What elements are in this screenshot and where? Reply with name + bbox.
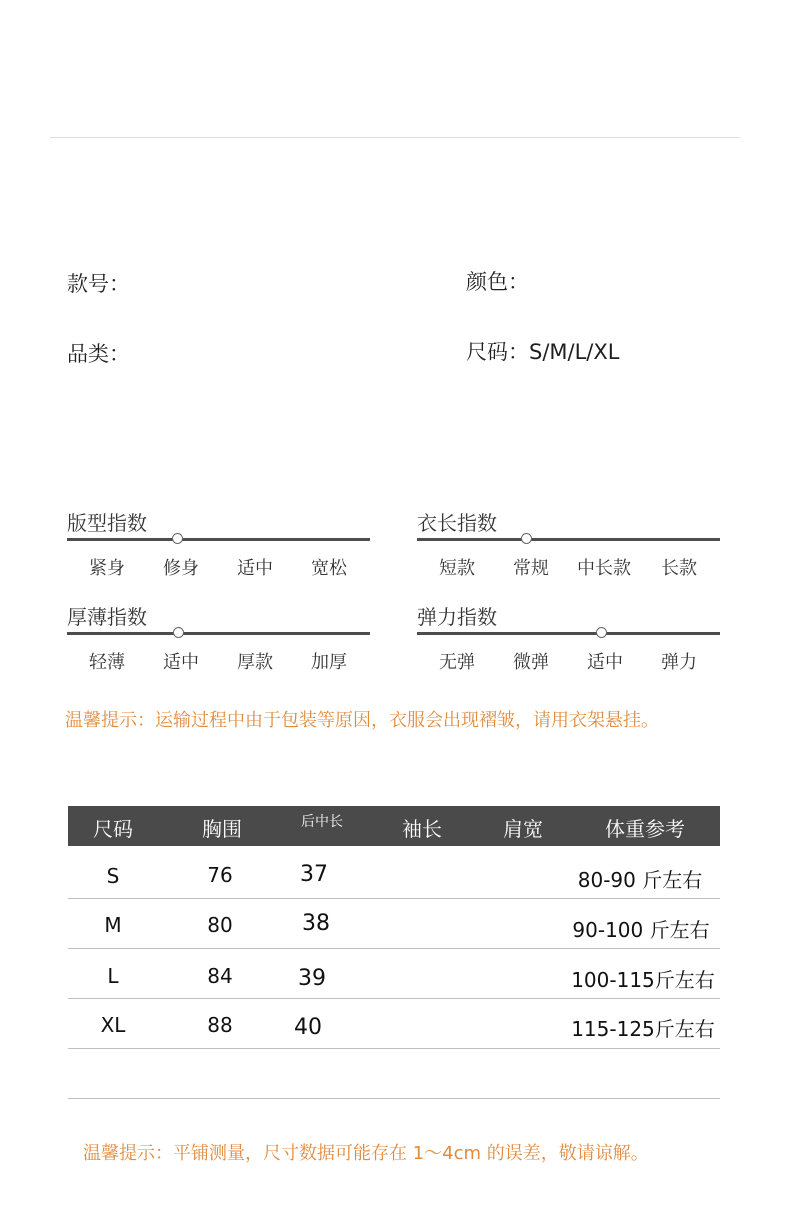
index-option: 中长款	[577, 558, 631, 579]
header-sleeve: 袖长	[402, 817, 442, 841]
table-cell-chest: 84	[207, 964, 233, 988]
index-marker	[172, 533, 183, 544]
index-marker	[521, 533, 532, 544]
index-title: 厚薄指数	[67, 605, 147, 629]
index-option: 短款	[439, 558, 475, 579]
measurement-tip: 温馨提示：平铺测量，尺寸数据可能存在 1～4cm 的误差，敬请谅解。	[83, 1143, 649, 1164]
row-divider	[68, 948, 720, 949]
table-cell-weight: 115-125斤左右	[571, 1017, 715, 1041]
index-track	[417, 632, 720, 635]
header-weight: 体重参考	[605, 817, 685, 841]
row-divider	[68, 898, 720, 899]
index-option: 常规	[513, 558, 549, 579]
index-option: 适中	[587, 652, 623, 673]
size-label: 尺码：S/M/L/XL	[466, 340, 620, 364]
index-title: 弹力指数	[417, 605, 497, 629]
table-cell-chest: 76	[207, 863, 233, 887]
table-cell-back-length: 37	[300, 862, 328, 887]
header-chest: 胸围	[202, 817, 242, 841]
category-label: 品类：	[67, 342, 130, 366]
index-option: 弹力	[661, 652, 697, 673]
table-cell-back-length: 40	[294, 1015, 322, 1040]
table-cell-weight: 90-100 斤左右	[572, 918, 710, 942]
index-title: 版型指数	[67, 511, 147, 535]
index-option: 适中	[163, 652, 199, 673]
index-option: 修身	[163, 558, 199, 579]
shipping-tip: 温馨提示：运输过程中由于包装等原因，衣服会出现褶皱，请用衣架悬挂。	[65, 710, 659, 731]
header-size: 尺码	[93, 817, 133, 841]
index-option: 加厚	[311, 652, 347, 673]
table-cell-weight: 80-90 斤左右	[577, 868, 703, 892]
index-marker	[173, 627, 184, 638]
index-option: 适中	[237, 558, 273, 579]
table-cell-size: XL	[100, 1013, 126, 1037]
table-cell-size: M	[104, 913, 122, 937]
index-option: 紧身	[89, 558, 125, 579]
index-option: 宽松	[311, 558, 347, 579]
table-cell-size: L	[107, 964, 119, 988]
index-option: 微弹	[513, 652, 549, 673]
index-track	[67, 632, 370, 635]
index-title: 衣长指数	[417, 511, 497, 535]
index-track	[67, 538, 370, 541]
row-divider	[68, 998, 720, 999]
index-option: 厚款	[237, 652, 273, 673]
row-divider	[68, 1048, 720, 1049]
table-cell-back-length: 39	[298, 966, 326, 991]
index-track	[417, 538, 720, 541]
color-label: 颜色：	[466, 270, 529, 294]
table-cell-chest: 80	[207, 913, 233, 937]
index-marker	[596, 627, 607, 638]
index-option: 无弹	[439, 652, 475, 673]
table-bottom-divider	[68, 1098, 720, 1099]
table-cell-chest: 88	[207, 1013, 233, 1037]
header-back-length: 后中长	[301, 814, 343, 830]
index-option: 轻薄	[89, 652, 125, 673]
header-shoulder: 肩宽	[503, 817, 543, 841]
style-number-label: 款号：	[67, 272, 130, 296]
index-option: 长款	[661, 558, 697, 579]
table-cell-back-length: 38	[302, 911, 330, 936]
top-divider	[50, 137, 740, 138]
table-cell-weight: 100-115斤左右	[571, 968, 715, 992]
table-cell-size: S	[106, 864, 120, 888]
